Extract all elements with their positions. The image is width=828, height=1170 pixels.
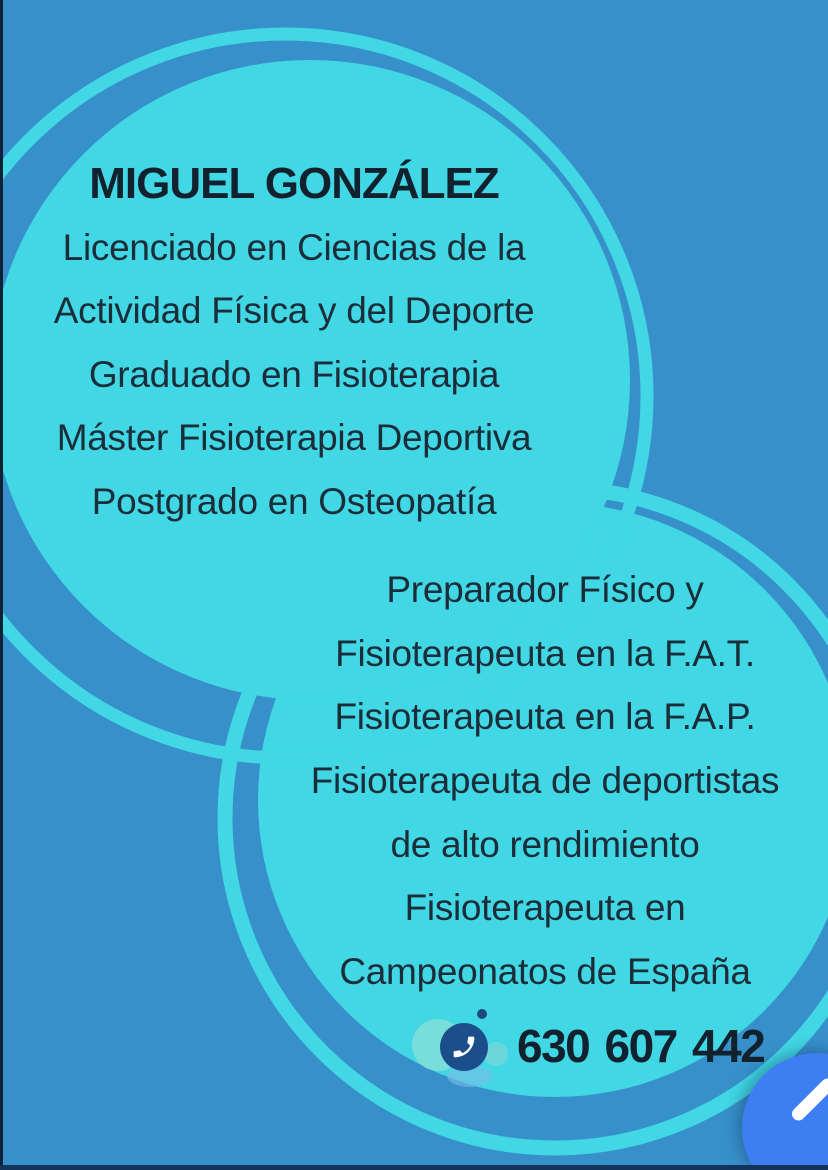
photo-edge-bottom <box>0 1165 828 1170</box>
credential-line: Graduado en Fisioterapia <box>88 353 500 395</box>
credential-line: Máster Fisioterapia Deportiva <box>56 417 532 458</box>
profile-name: MIGUEL GONZÁLEZ <box>89 159 499 208</box>
role-line: Preparador Físico y <box>386 569 704 610</box>
photo-edge-left <box>0 0 3 1170</box>
role-line: Fisioterapeuta en la F.A.P. <box>334 696 756 738</box>
phone-badge-circle <box>440 1023 488 1071</box>
credentials-block <box>20 152 568 533</box>
role-line: Fisioterapeuta de deportistas <box>310 760 780 802</box>
role-line: Fisioterapeuta en la F.A.T. <box>335 632 755 674</box>
credential-line: Actividad Física y del Deporte <box>53 290 535 331</box>
role-line: de alto rendimiento <box>390 823 700 865</box>
role-line: Campeonatos de España <box>339 951 751 993</box>
pencil-icon <box>789 1076 828 1123</box>
phone-decor-dot <box>477 1009 487 1019</box>
phone-number: 630 607 442 <box>517 1020 765 1072</box>
credential-line: Licenciado en Ciencias de la <box>62 226 526 268</box>
roles-block <box>278 558 812 1004</box>
credential-line: Postgrado en Osteopatía <box>91 480 497 522</box>
role-line: Fisioterapeuta en <box>404 887 686 929</box>
